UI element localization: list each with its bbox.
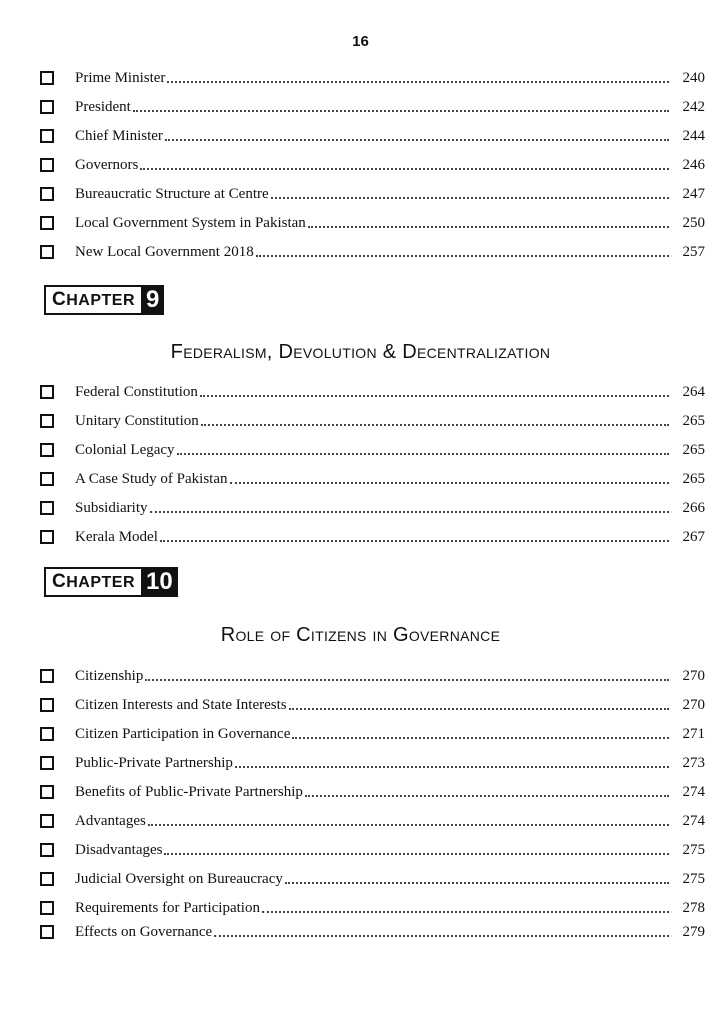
chapter-9-label bbox=[44, 285, 164, 315]
entry-title: Effects on Governance bbox=[75, 924, 213, 940]
toc-entry[interactable] bbox=[40, 459, 705, 488]
toc-entry[interactable] bbox=[40, 917, 705, 941]
toc-entry[interactable] bbox=[40, 488, 705, 517]
checkbox-icon bbox=[40, 727, 54, 741]
dot-leader bbox=[230, 482, 670, 484]
toc-entry[interactable] bbox=[40, 372, 705, 401]
checkbox-icon bbox=[40, 187, 54, 201]
entry-title: Judicial Oversight on Bureaucracy bbox=[75, 871, 283, 887]
checkbox-icon bbox=[40, 843, 54, 857]
dot-leader bbox=[165, 139, 669, 141]
dot-leader bbox=[256, 255, 669, 257]
entry-page: 267 bbox=[682, 529, 705, 545]
entry-page: 279 bbox=[682, 924, 705, 940]
dot-leader bbox=[133, 110, 669, 112]
checkbox-icon bbox=[40, 925, 54, 939]
entry-title: Prime Minister bbox=[75, 70, 166, 86]
entry-page: 266 bbox=[682, 500, 705, 516]
dot-leader bbox=[201, 424, 669, 426]
entry-page: 242 bbox=[682, 99, 705, 115]
toc-entry[interactable] bbox=[40, 87, 705, 116]
toc-entry[interactable] bbox=[40, 859, 705, 888]
toc-list-chapter-9 bbox=[40, 372, 705, 546]
toc-entry[interactable] bbox=[40, 116, 705, 145]
dot-leader bbox=[214, 935, 669, 937]
entry-title: Governors bbox=[75, 157, 139, 173]
toc-entry[interactable] bbox=[40, 656, 705, 685]
entry-page: 264 bbox=[682, 384, 705, 400]
entry-page: 270 bbox=[682, 668, 705, 684]
dot-leader bbox=[308, 226, 669, 228]
page-number: 16 bbox=[352, 33, 369, 50]
entry-title: Benefits of Public-Private Partnership bbox=[75, 784, 303, 800]
chapter-word: CHAPTER bbox=[52, 289, 136, 310]
chapter-9-heading: Federalism, Devolution & Decentralization bbox=[170, 341, 551, 363]
toc-entry[interactable] bbox=[40, 430, 705, 459]
toc-entry[interactable] bbox=[40, 517, 705, 546]
dot-leader bbox=[160, 540, 669, 542]
entry-page: 275 bbox=[682, 842, 705, 858]
checkbox-icon bbox=[40, 901, 54, 915]
entry-title: President bbox=[75, 99, 131, 115]
dot-leader bbox=[150, 511, 669, 513]
dot-leader bbox=[271, 197, 669, 199]
toc-entry[interactable] bbox=[40, 888, 705, 917]
dot-leader bbox=[292, 737, 669, 739]
checkbox-icon bbox=[40, 158, 54, 172]
toc-entry[interactable] bbox=[40, 830, 705, 859]
checkbox-icon bbox=[40, 71, 54, 85]
checkbox-icon bbox=[40, 443, 54, 457]
entry-page: 247 bbox=[682, 186, 705, 202]
entry-title: Unitary Constitution bbox=[75, 413, 199, 429]
toc-list-chapter-10 bbox=[40, 656, 705, 941]
checkbox-icon bbox=[40, 530, 54, 544]
entry-title: Public-Private Partnership bbox=[75, 755, 233, 771]
toc-entry[interactable] bbox=[40, 714, 705, 743]
entry-title: Bureaucratic Structure at Centre bbox=[75, 186, 269, 202]
checkbox-icon bbox=[40, 698, 54, 712]
toc-entry[interactable] bbox=[40, 772, 705, 801]
dot-leader bbox=[167, 81, 669, 83]
entry-page: 271 bbox=[682, 726, 705, 742]
chapter-number: 10 bbox=[141, 567, 178, 597]
chapter-10-heading: Role of Citizens in Governance bbox=[220, 624, 501, 646]
checkbox-icon bbox=[40, 472, 54, 486]
entry-page: 278 bbox=[682, 900, 705, 916]
dot-leader bbox=[235, 766, 669, 768]
toc-entry[interactable] bbox=[40, 203, 705, 232]
entry-page: 244 bbox=[682, 128, 705, 144]
toc-entry[interactable] bbox=[40, 174, 705, 203]
entry-title: New Local Government 2018 bbox=[75, 244, 254, 260]
entry-title: Local Government System in Pakistan bbox=[75, 215, 306, 231]
toc-entry[interactable] bbox=[40, 401, 705, 430]
entry-page: 257 bbox=[682, 244, 705, 260]
entry-title: A Case Study of Pakistan bbox=[75, 471, 228, 487]
toc-entry[interactable] bbox=[40, 232, 705, 261]
entry-page: 273 bbox=[682, 755, 705, 771]
entry-title: Kerala Model bbox=[75, 529, 158, 545]
checkbox-icon bbox=[40, 100, 54, 114]
entry-page: 274 bbox=[682, 784, 705, 800]
toc-entry[interactable] bbox=[40, 801, 705, 830]
chapter-number: 9 bbox=[141, 285, 164, 315]
checkbox-icon bbox=[40, 385, 54, 399]
dot-leader bbox=[148, 824, 669, 826]
entry-title: Citizenship bbox=[75, 668, 144, 684]
dot-leader bbox=[200, 395, 669, 397]
entry-page: 270 bbox=[682, 697, 705, 713]
checkbox-icon bbox=[40, 245, 54, 259]
checkbox-icon bbox=[40, 501, 54, 515]
entry-title: Citizen Interests and State Interests bbox=[75, 697, 287, 713]
checkbox-icon bbox=[40, 129, 54, 143]
entry-title: Citizen Participation in Governance bbox=[75, 726, 291, 742]
dot-leader bbox=[289, 708, 669, 710]
entry-page: 265 bbox=[682, 471, 705, 487]
entry-title: Chief Minister bbox=[75, 128, 163, 144]
toc-list-top bbox=[40, 58, 705, 261]
toc-entry[interactable] bbox=[40, 58, 705, 87]
checkbox-icon bbox=[40, 414, 54, 428]
entry-page: 275 bbox=[682, 871, 705, 887]
checkbox-icon bbox=[40, 785, 54, 799]
dot-leader bbox=[262, 911, 669, 913]
entry-title: Advantages bbox=[75, 813, 146, 829]
dot-leader bbox=[164, 853, 669, 855]
checkbox-icon bbox=[40, 216, 54, 230]
entry-page: 265 bbox=[682, 413, 705, 429]
dot-leader bbox=[177, 453, 669, 455]
checkbox-icon bbox=[40, 872, 54, 886]
dot-leader bbox=[305, 795, 669, 797]
checkbox-icon bbox=[40, 814, 54, 828]
toc-entry[interactable] bbox=[40, 685, 705, 714]
chapter-word: CHAPTER bbox=[52, 571, 136, 592]
entry-page: 246 bbox=[682, 157, 705, 173]
entry-title: Colonial Legacy bbox=[75, 442, 175, 458]
entry-title: Requirements for Participation bbox=[75, 900, 260, 916]
entry-page: 250 bbox=[682, 215, 705, 231]
toc-entry[interactable] bbox=[40, 743, 705, 772]
entry-page: 265 bbox=[682, 442, 705, 458]
dot-leader bbox=[285, 882, 669, 884]
dot-leader bbox=[145, 679, 669, 681]
checkbox-icon bbox=[40, 756, 54, 770]
dot-leader bbox=[140, 168, 669, 170]
chapter-10-label bbox=[44, 567, 178, 597]
entry-title: Disadvantages bbox=[75, 842, 163, 858]
checkbox-icon bbox=[40, 669, 54, 683]
entry-title: Subsidiarity bbox=[75, 500, 148, 516]
entry-page: 240 bbox=[682, 70, 705, 86]
entry-title: Federal Constitution bbox=[75, 384, 198, 400]
entry-page: 274 bbox=[682, 813, 705, 829]
toc-entry[interactable] bbox=[40, 145, 705, 174]
